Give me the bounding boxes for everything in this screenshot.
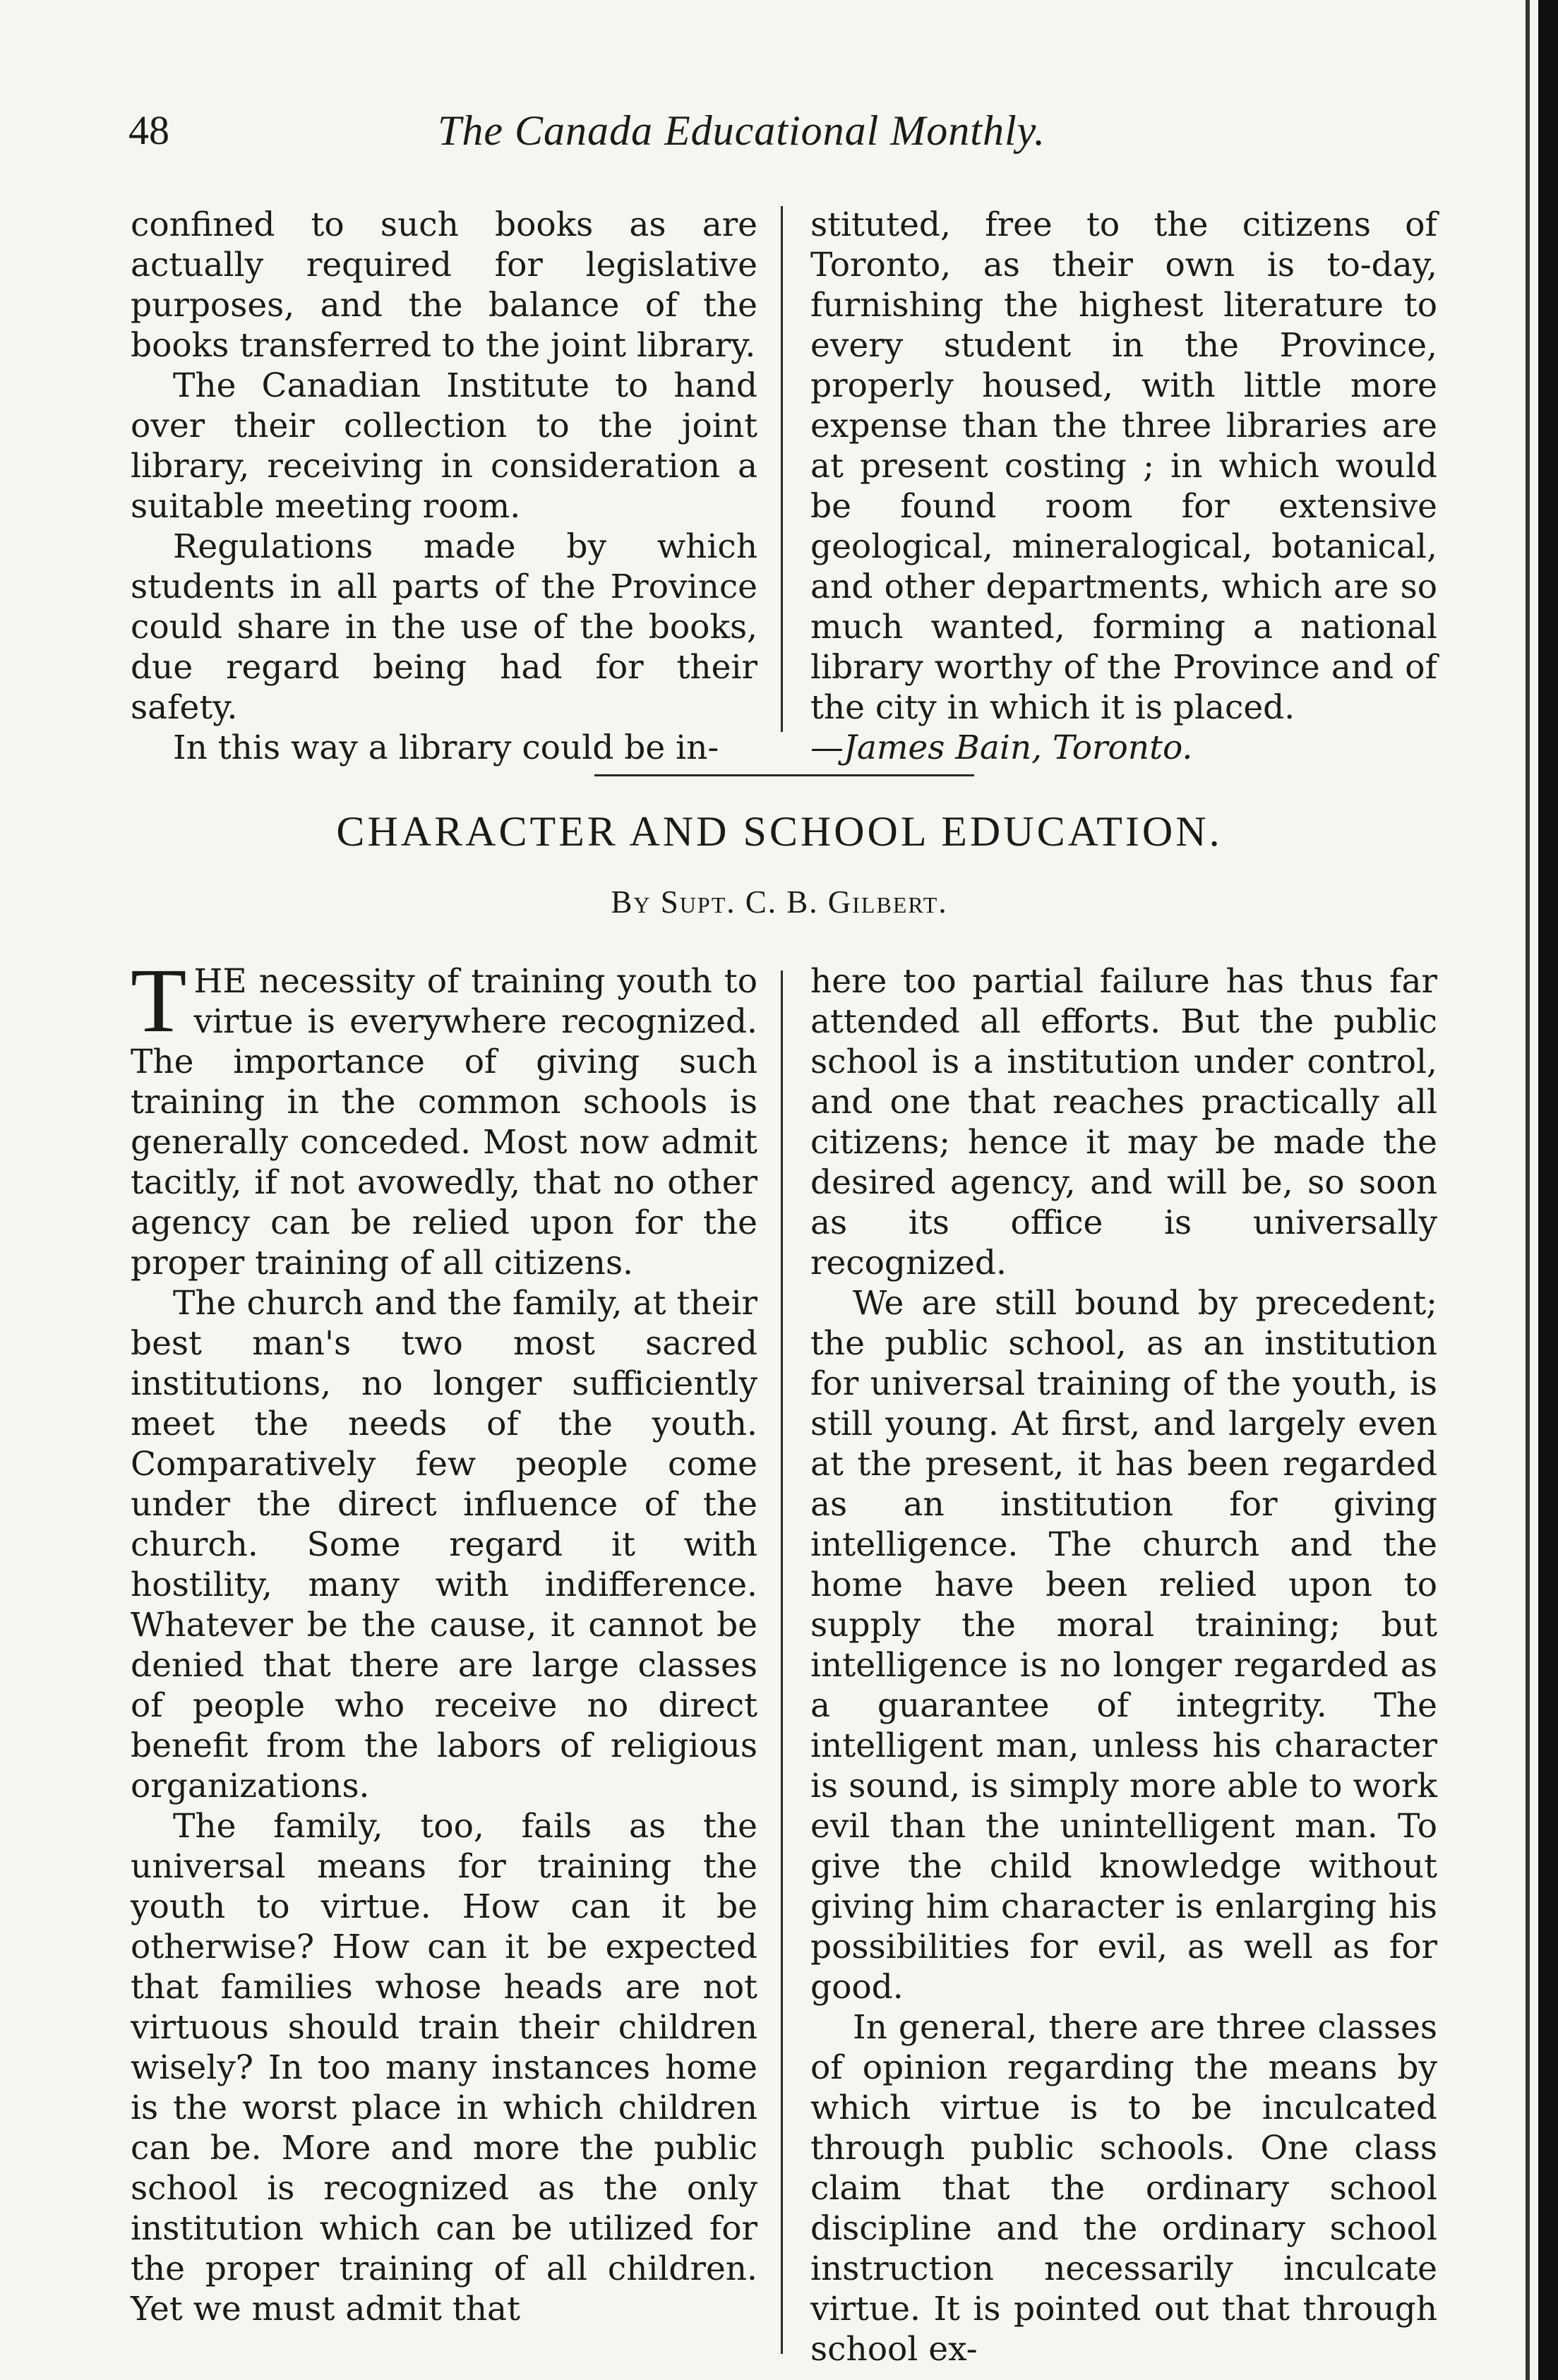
paragraph: The family, too, fails as the universal means for training the youth to virtue. How can it be otherwise? How can it be expected that families whose heads are not virtuous should train their children wisely? In too many instances home is the worst place in which children can be. More and more the public school is recognized as the only institution which can be utilized for the proper training of all children. Yet we must admit that xyxy=(131,1807,757,2328)
paragraph-text: HE necessity of training youth to virtue is everywhere recognized. The importance of giving such training in the common schools is generally conceded. Most now admit tacitly, if not avowedly, that no other agency can be relied upon for the proper training of all citizens. xyxy=(131,962,757,1282)
paragraph xyxy=(131,950,757,1283)
article-title: CHARACTER AND SCHOOL EDUCATION. xyxy=(336,808,1223,855)
paragraph: stituted, free to the citizens of Toronto, as their own is to-day, furnishing the highest literature to every student in the Province, properly housed, with little more expense than the three libraries are at present costing ; in which would be found room for extensive geological, mineralogical, botanical, and other departments, which are so much wanted, forming a national library worthy of the Province and of the city in which it is placed. xyxy=(810,205,1437,727)
running-title: The Canada Educational Monthly. xyxy=(438,107,1045,154)
page-header xyxy=(113,106,1122,162)
top-right-column xyxy=(810,205,1437,768)
binding-shadow xyxy=(1526,0,1530,2380)
binding-edge xyxy=(1538,0,1558,2380)
column-divider xyxy=(781,970,783,2354)
paragraph: The Canadian Institute to hand over their collection to the joint library, receiving in consideration a suitable meeting room. xyxy=(131,366,757,526)
paragraph: The church and the family, at their best man's two most sacred institutions, no longer sufficiently meet the needs of the youth. Comparatively few people come under the direct influence of the church. Some regard it with hostility, many with indifference. Whatever be the cause, it cannot be denied that there are large classes of people who receive no direct benefit from the labors of religious organizations. xyxy=(131,1284,757,1805)
paragraph: Regulations made by which students in all parts of the Province could share in the use of the books, due regard being had for their safety. xyxy=(131,527,757,727)
article-right-column xyxy=(810,961,1437,2369)
author-signature: —James Bain, Toronto. xyxy=(810,728,1193,767)
drop-cap: T xyxy=(131,950,187,1052)
paragraph: In this way a library could be in- xyxy=(173,728,719,767)
page-number: 48 xyxy=(128,107,169,153)
column-divider xyxy=(781,206,783,732)
article-byline: By Supt. C. B. Gilbert. xyxy=(611,884,948,920)
article-left-column xyxy=(131,950,757,2329)
section-separator xyxy=(594,774,974,776)
top-left-column xyxy=(131,205,757,768)
paragraph: In general, there are three classes of opinion regarding the means by which virtue is to be inculcated through public schools. One class claim that the ordinary school discipline and the ordinary school instruction necessarily inculcate virtue. It is pointed out that through school ex- xyxy=(810,2008,1437,2369)
paragraph: confined to such books as are actually required for legislative purposes, and the balance of the books transferred to the joint library. xyxy=(131,205,757,365)
paragraph: We are still bound by precedent; the public school, as an institution for universal training of the youth, is still young. At first, and largely even at the present, it has been regarded as an institution for giving intelligence. The church and the home have been relied upon to supply the moral training; but intelligence is no longer regarded as a guarantee of integrity. The intelligent man, unless his character is sound, is simply more able to work evil than the unintelligent man. To give the child knowledge without giving him character is enlarging his possibilities for evil, as well as for good. xyxy=(810,1284,1437,2007)
paragraph: here too partial failure has thus far attended all efforts. But the public school is a institution under control, and one that reaches practically all citizens; hence it may be made the desired agency, and will be, so soon as its office is universally recognized. xyxy=(810,962,1437,1282)
